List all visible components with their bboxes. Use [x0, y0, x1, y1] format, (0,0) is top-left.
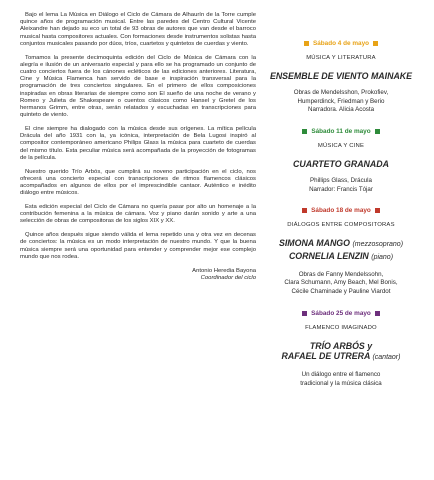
program-item-1: [262, 40, 420, 115]
color-square-icon: [302, 129, 307, 134]
description-line: Phillips Glass, Drácula: [310, 177, 372, 185]
program-description: [262, 371, 420, 388]
performer-line: [262, 351, 420, 363]
color-square-icon: [375, 208, 380, 213]
program-item-3: [262, 207, 420, 296]
intro-paragraph-2: Tomamos la presente decimoquinta edición del Ciclo de Música de Cámara con la alegría e ilusión de un aniversario especial y para ello se ha programado un conjunto de cuatro conciertos fuera de los cánones ecléticos de las ediciones anteriores. Literatura, Cine y Música Flamenca han servido de base e inspiración transversal para la programación de tres conciertos singulares. En el primero de ellos composiciones inspiradas en obras literarias de siempre como son El sueño de una noche de verano y Romeo y Julieta de Shakespeare o cuentos clásicos como Hansel y Gretel de los hermanos Grimm, entre otras, serán relatados y escuchadas en transcripciones para quinteto de viento.: [20, 54, 256, 119]
program-description: [262, 271, 420, 297]
intro-paragraph-1: Bajo el lema La Música en Diálogo el Ciclo de Cámara de Alhaurín de la Torre cumple quince años de programación musical. Entre las paredes del Centro Cultural Vicente Aleixandre han dejado su eco un total de 93 obras de autores que van desde el barroco musical hasta compositores actuales. Con formaciones desde instrumentos solistas hasta conjuntos musicales pasando por dúos, tríos, cuartetos y quintetos de cuerdas y viento.: [20, 12, 256, 47]
program-date-text: Sábado 25 de mayo: [311, 309, 371, 317]
signature: [20, 268, 256, 283]
program-category: MÚSICA Y LITERATURA: [306, 55, 376, 61]
color-square-icon: [375, 311, 380, 316]
performer-name: CUARTETO GRANADA: [293, 158, 389, 169]
program-date-text: Sábado 18 de mayo: [311, 207, 371, 215]
color-square-icon: [373, 41, 378, 46]
description-line: Cécile Chaminade y Pauline Viardot: [291, 287, 391, 295]
intro-column: [20, 12, 256, 282]
performer-note: (cantaor): [372, 353, 401, 361]
program-column: [262, 40, 420, 388]
program-category: DIÁLOGOS ENTRE COMPOSITORAS: [287, 222, 395, 229]
description-line: Humperdinck, Friedman y Berio: [297, 97, 385, 105]
program-date: [262, 207, 420, 214]
program-category: FLAMENCO IMAGINADO: [305, 324, 377, 331]
performer-note: (piano): [371, 253, 394, 261]
performer-name: CORNELIA LENZIN: [288, 250, 369, 261]
program-date-text: Sábado 11 de mayo: [311, 127, 371, 135]
intro-paragraph-4: Nuestro querido Trío Arbós, que cumplirá su noveno participación en el ciclo, nos ofrecerá una concierto especial con transcripciones de ritmos flamencos clásicos acompañados en algunos de ellos por el imprescindible cantaor. Auténtico e inédito diálogo entre músicos.: [20, 168, 256, 197]
performer-name: TRÍO ARBÓS y: [309, 340, 373, 351]
program-date: [262, 40, 420, 47]
program-performers: [262, 71, 420, 81]
performer-line: [262, 251, 420, 263]
program-date-text: Sábado 4 de mayo: [312, 40, 370, 47]
performer-line: [262, 341, 420, 351]
performer-line: [262, 71, 420, 81]
color-square-icon: [302, 208, 307, 213]
performer-name: RAFAEL DE UTRERA: [281, 350, 370, 361]
description-line: Clara Schumann, Amy Beach, Mel Bonis,: [284, 279, 398, 287]
program-description: [262, 89, 420, 115]
performer-name: ENSEMBLE DE VIENTO MAINAKE: [269, 71, 413, 81]
intro-paragraph-5: Esta edición especial del Ciclo de Cámara no quería pasar por alto un homenaje a la contribución femenina a la música de cámara. Voz y piano darán sonido y arte a una selección de obras de compositoras de los siglos XIX y XX.: [20, 204, 256, 225]
performer-name: SIMONA MANGO: [278, 238, 350, 249]
intro-paragraph-6: Quince años después sigue siendo válida el lema repetido una y otra vez en decenas de conciertos: la música es un modo interpretación de nuestro mundo. Y que la buena música siempre será una oportunidad para entender y comprender mejor ese complejo mundo que nos rodea.: [20, 232, 256, 260]
program-performers: [262, 341, 420, 363]
description-line: Obras de Mendelsshon, Prokofiev,: [293, 89, 389, 97]
color-square-icon: [302, 311, 307, 316]
description-line: Un diálogo entre el flamenco: [301, 370, 381, 378]
description-line: Narradora. Alicia Acosta: [307, 106, 375, 114]
program-category: MÚSICA Y CINE: [317, 142, 365, 149]
color-square-icon: [375, 129, 380, 134]
program-date: [262, 310, 420, 317]
signature-role: Coordinador del ciclo: [200, 275, 256, 282]
program-description: [262, 177, 420, 194]
performer-note: (mezzosoprano): [352, 241, 404, 249]
program-date: [262, 128, 420, 135]
intro-paragraph-3: El cine siempre ha dialogado con la música desde sus orígenes. La mítica película Drácula del año 1931 con la, ya icónica, interpretación de Bela Lugosi inspiró al compositor contemporáneo americano Philips Glass la música para cuarteto de cuerdas del mismo título. Esta peculiar música será acompañada de la proyección de fotogramas de la película.: [20, 126, 256, 161]
program-performers: [262, 238, 420, 262]
program-item-2: [262, 128, 420, 194]
program-performers: [262, 159, 420, 169]
description-line: Narrador: Francis Tójar: [309, 185, 373, 193]
color-square-icon: [304, 41, 309, 46]
performer-line: [262, 159, 420, 169]
description-line: tradicional y la música clásica: [300, 379, 382, 387]
program-item-4: [262, 310, 420, 389]
signature-name: Antonio Heredia Bayona: [192, 267, 256, 274]
description-line: Obras de Fanny Mendelssohn,: [298, 270, 384, 278]
performer-line: [262, 238, 420, 250]
